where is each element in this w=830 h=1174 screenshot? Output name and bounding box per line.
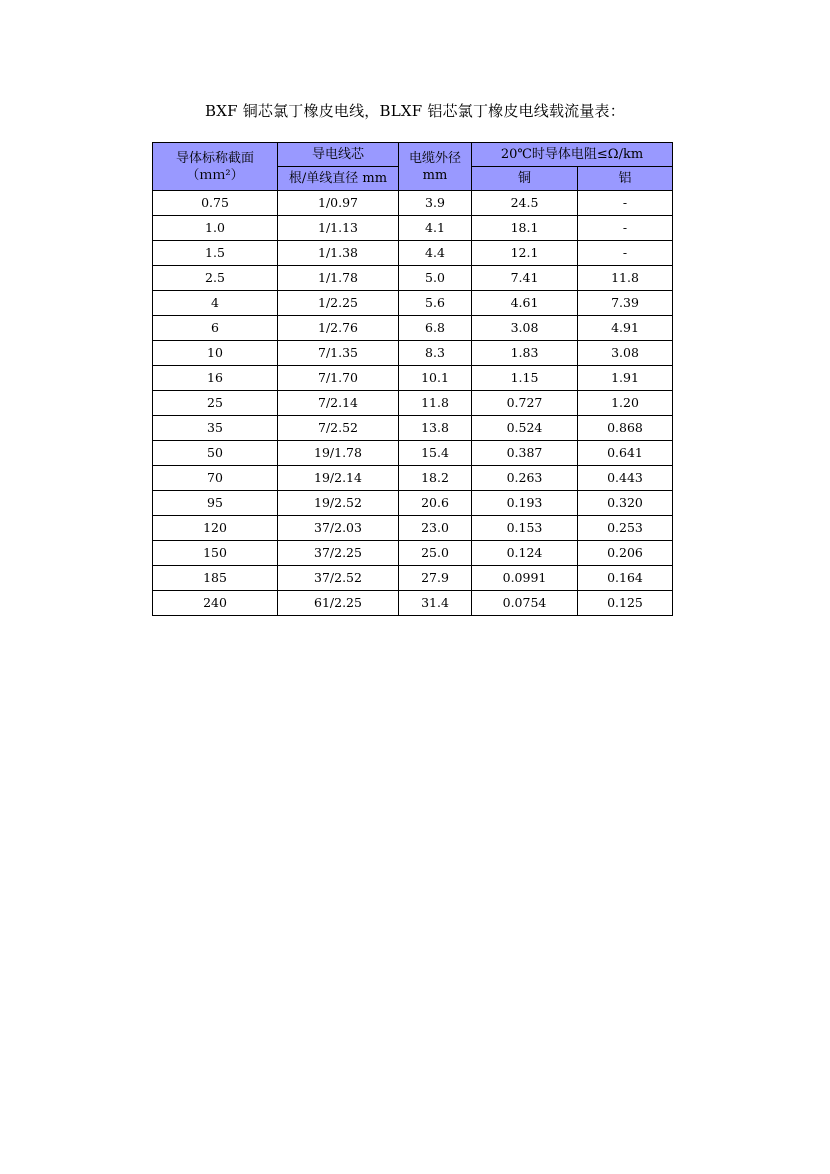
cell-resistance-aluminum: 11.8 — [578, 266, 673, 291]
cell-resistance-copper: 1.15 — [472, 366, 578, 391]
cell-outer-diameter: 5.6 — [399, 291, 472, 316]
cell-cross-section: 70 — [153, 466, 278, 491]
cell-outer-diameter: 15.4 — [399, 441, 472, 466]
table-row — [153, 316, 673, 341]
cell-conductor: 37/2.25 — [278, 541, 399, 566]
table-row — [153, 541, 673, 566]
cell-resistance-copper: 0.387 — [472, 441, 578, 466]
cell-cross-section: 4 — [153, 291, 278, 316]
table-row — [153, 591, 673, 616]
cell-cross-section: 95 — [153, 491, 278, 516]
header-outer-diameter — [399, 143, 472, 191]
cell-resistance-copper: 0.0991 — [472, 566, 578, 591]
cell-outer-diameter: 5.0 — [399, 266, 472, 291]
cell-outer-diameter: 8.3 — [399, 341, 472, 366]
header-cross-section-unit: （ｍｍ²） — [186, 167, 244, 183]
header-resistance-aluminum: 铝 — [578, 167, 673, 191]
table-row — [153, 341, 673, 366]
cell-cross-section: 1.5 — [153, 241, 278, 266]
cell-resistance-aluminum: 1.91 — [578, 366, 673, 391]
header-conductor: 导电线芯 — [278, 143, 399, 167]
cell-conductor: 19/2.52 — [278, 491, 399, 516]
cell-resistance-copper: 3.08 — [472, 316, 578, 341]
cell-conductor: 7/1.35 — [278, 341, 399, 366]
cell-conductor: 37/2.03 — [278, 516, 399, 541]
cell-resistance-copper: 0.727 — [472, 391, 578, 416]
cell-cross-section: 25 — [153, 391, 278, 416]
table-row — [153, 491, 673, 516]
cell-resistance-aluminum: 7.39 — [578, 291, 673, 316]
cell-cross-section: 185 — [153, 566, 278, 591]
table-row — [153, 391, 673, 416]
cable-spec-table — [152, 142, 673, 616]
table-row — [153, 191, 673, 216]
cell-outer-diameter: 10.1 — [399, 366, 472, 391]
table-row — [153, 241, 673, 266]
table-row — [153, 366, 673, 391]
table-row — [153, 266, 673, 291]
header-resistance: 20℃时导体电阻≤Ω/km — [472, 143, 673, 167]
cell-cross-section: 1.0 — [153, 216, 278, 241]
cell-cross-section: 150 — [153, 541, 278, 566]
header-cross-section — [153, 143, 278, 191]
cell-conductor: 1/2.25 — [278, 291, 399, 316]
cell-conductor: 37/2.52 — [278, 566, 399, 591]
cell-resistance-copper: 4.61 — [472, 291, 578, 316]
page-title: BXF 铜芯氯丁橡皮电线，BLXF 铝芯氯丁橡皮电线载流量表： — [205, 102, 625, 120]
cell-resistance-aluminum: 0.641 — [578, 441, 673, 466]
cell-outer-diameter: 6.8 — [399, 316, 472, 341]
cell-outer-diameter: 25.0 — [399, 541, 472, 566]
cell-conductor: 1/1.38 — [278, 241, 399, 266]
cell-resistance-aluminum: 0.125 — [578, 591, 673, 616]
cell-outer-diameter: 18.2 — [399, 466, 472, 491]
header-conductor-sub: 根/单线直径 mm — [278, 167, 399, 191]
cell-resistance-aluminum: 0.253 — [578, 516, 673, 541]
cell-outer-diameter: 27.9 — [399, 566, 472, 591]
table-header-row — [153, 143, 673, 167]
table-row — [153, 516, 673, 541]
cell-resistance-copper: 12.1 — [472, 241, 578, 266]
cell-conductor: 19/1.78 — [278, 441, 399, 466]
cell-cross-section: 6 — [153, 316, 278, 341]
cell-resistance-copper: 0.153 — [472, 516, 578, 541]
cell-cross-section: 0.75 — [153, 191, 278, 216]
cell-resistance-aluminum: 0.164 — [578, 566, 673, 591]
cell-resistance-aluminum: 4.91 — [578, 316, 673, 341]
cell-resistance-aluminum: 0.320 — [578, 491, 673, 516]
table-row — [153, 416, 673, 441]
cell-outer-diameter: 31.4 — [399, 591, 472, 616]
cell-resistance-aluminum: 0.868 — [578, 416, 673, 441]
table-row — [153, 566, 673, 591]
cell-outer-diameter: 20.6 — [399, 491, 472, 516]
cell-conductor: 7/2.52 — [278, 416, 399, 441]
cell-outer-diameter: 13.8 — [399, 416, 472, 441]
cell-resistance-copper: 1.83 — [472, 341, 578, 366]
table-body — [153, 191, 673, 616]
cell-cross-section: 35 — [153, 416, 278, 441]
cell-conductor: 61/2.25 — [278, 591, 399, 616]
cell-cross-section: 16 — [153, 366, 278, 391]
cell-cross-section: 50 — [153, 441, 278, 466]
cell-cross-section: 240 — [153, 591, 278, 616]
header-outer-diameter-label: 电缆外径 — [408, 150, 461, 166]
cell-resistance-copper: 0.0754 — [472, 591, 578, 616]
cell-outer-diameter: 23.0 — [399, 516, 472, 541]
cell-resistance-aluminum: 1.20 — [578, 391, 673, 416]
header-resistance-copper: 铜 — [472, 167, 578, 191]
cell-resistance-copper: 7.41 — [472, 266, 578, 291]
cell-resistance-copper: 0.263 — [472, 466, 578, 491]
cell-resistance-copper: 0.524 — [472, 416, 578, 441]
cell-resistance-aluminum: - — [578, 191, 673, 216]
cell-resistance-aluminum: - — [578, 241, 673, 266]
cell-conductor: 1/1.13 — [278, 216, 399, 241]
cell-conductor: 1/0.97 — [278, 191, 399, 216]
header-cross-section-label: 导体标称截面 — [175, 150, 254, 166]
header-outer-diameter-unit: mm — [422, 167, 448, 183]
table-row — [153, 441, 673, 466]
cell-cross-section: 10 — [153, 341, 278, 366]
table-row — [153, 466, 673, 491]
cell-outer-diameter: 3.9 — [399, 191, 472, 216]
cell-resistance-copper: 0.193 — [472, 491, 578, 516]
cell-outer-diameter: 4.4 — [399, 241, 472, 266]
cell-resistance-aluminum: - — [578, 216, 673, 241]
cell-cross-section: 2.5 — [153, 266, 278, 291]
cell-conductor: 7/1.70 — [278, 366, 399, 391]
cell-cross-section: 120 — [153, 516, 278, 541]
table-row — [153, 291, 673, 316]
cell-outer-diameter: 11.8 — [399, 391, 472, 416]
cell-conductor: 7/2.14 — [278, 391, 399, 416]
cell-conductor: 1/1.78 — [278, 266, 399, 291]
cell-resistance-copper: 24.5 — [472, 191, 578, 216]
cell-resistance-copper: 18.1 — [472, 216, 578, 241]
cell-outer-diameter: 4.1 — [399, 216, 472, 241]
cell-resistance-aluminum: 0.443 — [578, 466, 673, 491]
cell-conductor: 1/2.76 — [278, 316, 399, 341]
cell-resistance-aluminum: 3.08 — [578, 341, 673, 366]
cell-conductor: 19/2.14 — [278, 466, 399, 491]
cell-resistance-copper: 0.124 — [472, 541, 578, 566]
cell-resistance-aluminum: 0.206 — [578, 541, 673, 566]
table-row — [153, 216, 673, 241]
